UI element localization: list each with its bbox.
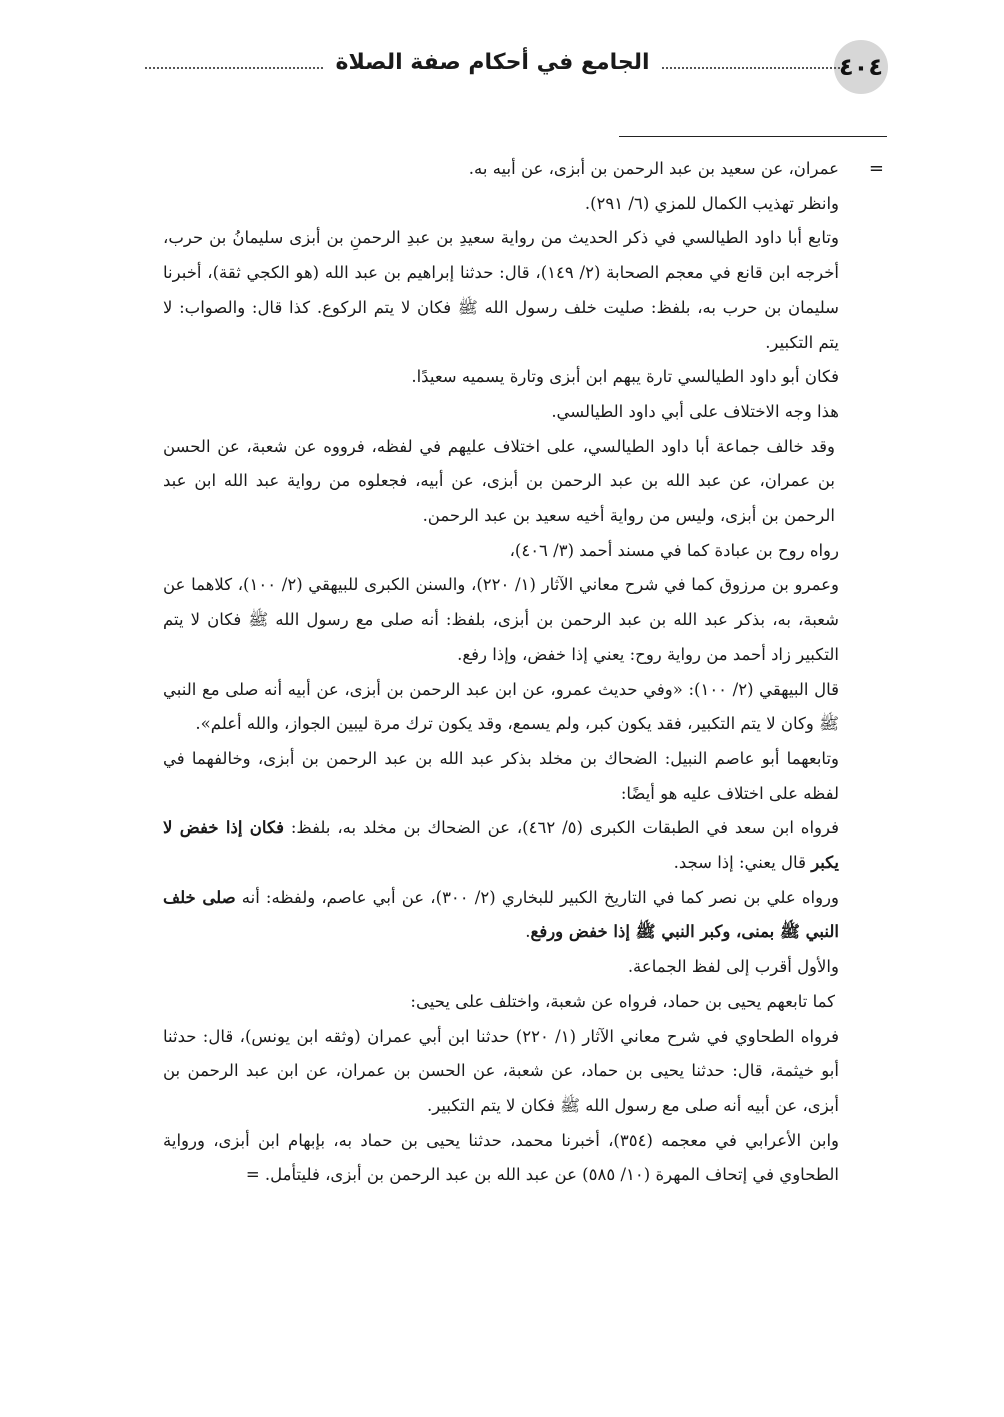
paragraph: وقد خالف جماعة أبا داود الطيالسي، على اختلاف عليهم في لفظه، فرووه عن شعبة، عن الحسن بن عمران، عن عبد الله بن عبد الرحمن بن أبزى، عن أبيه، فجعلوه من رواية عبد الله ابن عبد الرحمن بن أبزى، وليس من رواية أخيه سعيد بن عبد الرحمن.	[163, 436, 835, 526]
text-run: .	[525, 922, 531, 942]
paragraph: رواه روح بن عبادة كما في مسند أحمد (٣/ ٤٠٦)،	[509, 540, 839, 560]
paragraph: وابن الأعرابي في معجمه (٣٥٤)، أخبرنا محمد، حدثنا يحيى بن حماد به، بإبهام ابن أبزى، ورواية الطحاوي في إتحاف المهرة (١٠/ ٥٨٥) عن عبد الله بن عبد الرحمن بن أبزى، فليتأمل. =	[163, 1130, 840, 1185]
bold-quote: صلى خلف النبي ﷺ بمنى، وكبر النبي ﷺ إذا خفض ورفع	[163, 887, 839, 942]
paragraph: وانظر تهذيب الكمال للمزي (٦/ ٢٩١).	[584, 193, 839, 213]
paragraph: قال البيهقي (٢/ ١٠٠): «وفي حديث عمرو، عن ابن عبد الرحمن بن أبزى، عن أبيه أنه صلى مع النبي ﷺ وكان لا يتم التكبير، فقد يكون كبر، ولم يسمع، وقد يكون ترك مرة ليبين الجواز، والله أعلم».	[163, 679, 839, 734]
footnote-separator	[619, 136, 887, 137]
paragraph	[163, 881, 839, 950]
paragraph: وعمرو بن مرزوق كما في شرح معاني الآثار (١/ ٢٢٠)، والسنن الكبرى للبيهقي (٢/ ١٠٠)، كلاهما عن شعبة، به، بذكر عبد الله بن عبد الرحمن بن أبزى، بلفظ: أنه صلى مع رسول الله ﷺ فكان لا يتم التكبير زاد أحمد من رواية روح: يعني إذا خفض، وإذا رفع.	[163, 575, 839, 664]
paragraph	[163, 811, 839, 880]
bold-quote: فكان إذا خفض لا يكبر	[163, 818, 839, 873]
title-dots-left	[145, 67, 323, 69]
text-run: ورواه علي بن نصر كما في التاريخ الكبير للبخاري (٢/ ٣٠٠)، عن أبي عاصم، ولفظه: أنه	[235, 887, 839, 907]
text-run: قال يعني: إذا سجد.	[673, 853, 812, 873]
paragraph: كما تابعهم يحيى بن حماد، فرواه عن شعبة، واختلف على يحيى:	[410, 991, 835, 1011]
text-run: فرواه ابن سعد في الطبقات الكبرى (٥/ ٤٦٢)، عن الضحاك بن مخلد به، بلفظ:	[283, 818, 839, 838]
title-dots-right	[662, 67, 840, 69]
paragraph: فرواه الطحاوي في شرح معاني الآثار (١/ ٢٢٠) حدثنا ابن أبي عمران (وثقه ابن يونس)، قال: حدثنا أبو خيثمة، قال: حدثنا يحيى بن حماد، عن شعبة، عن الحسن بن عمران، عن ابن عبد الرحمن بن أبزى، عن أبيه أنه صلى مع رسول الله ﷺ فكان لا يتم التكبير.	[163, 1026, 839, 1115]
continuation-marker: =	[868, 158, 884, 179]
page-number: ٤٠٤	[834, 40, 888, 94]
paragraph: هذا وجه الاختلاف على أبي داود الطيالسي.	[551, 401, 839, 421]
footnote-body	[163, 152, 839, 1193]
paragraph: عمران، عن سعيد بن عبد الرحمن بن أبزى، عن أبيه به.	[468, 159, 839, 178]
paragraph: والأول أقرب إلى لفظ الجماعة.	[627, 957, 839, 977]
page-header	[0, 40, 1004, 106]
paragraph: وتابعهما أبو عاصم النبيل: الضحاك بن مخلد بذكر عبد الله بن عبد الرحمن بن أبزى، وخالفهما في لفظه على اختلاف عليه هو أيضًا:	[163, 748, 839, 803]
paragraph: وتابع أبا داود الطيالسي في ذكر الحديث من رواية سعيدِ بن عبدِ الرحمنِ بن أبزى سليمانُ بن حرب، أخرجه ابن قانع في معجم الصحابة (٢/ ١٤٩)، قال: حدثنا إبراهيم بن عبد الله (هو الكجي ثقة)، أخبرنا سليمان بن حرب به، بلفظ: صليت خلف رسول الله ﷺ فكان لا يتم الركوع. كذا قال: والصواب: لا يتم التكبير.	[163, 228, 839, 352]
running-title	[145, 50, 840, 75]
book-title: الجامع في أحكام صفة الصلاة	[335, 50, 650, 75]
paragraph: فكان أبو داود الطيالسي تارة يبهم ابن أبزى وتارة يسميه سعيدًا.	[411, 367, 839, 387]
